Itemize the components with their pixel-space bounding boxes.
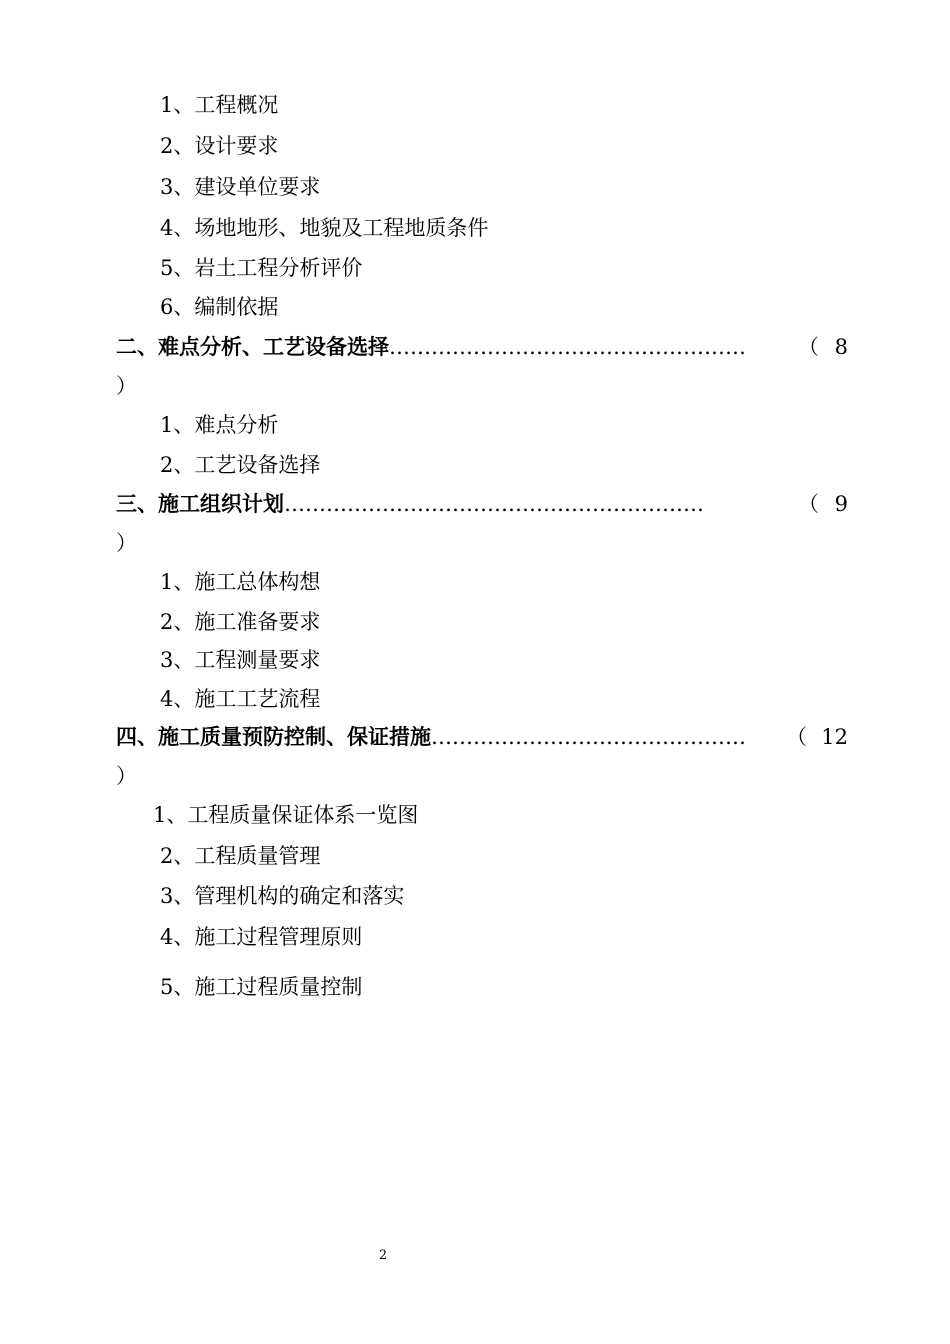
toc-item: 4、场地地形、地貌及工程地质条件 [160, 216, 489, 240]
close-paren: ） [116, 374, 137, 398]
section-title: 四、施工质量预防控制、保证措施 [116, 725, 431, 749]
toc-section-heading [116, 334, 852, 360]
open-paren: （ [786, 725, 807, 749]
toc-item: 2、工艺设备选择 [160, 453, 321, 477]
close-paren: ） [116, 531, 137, 555]
toc-item: 1、工程概况 [160, 93, 279, 117]
leader-dots: …………………………………………… [389, 335, 746, 359]
leader-dots: …………………………………………………… [284, 492, 704, 516]
toc-section-heading [116, 724, 852, 750]
page-number: 12 [821, 725, 848, 749]
section-title: 二、难点分析、工艺设备选择 [116, 335, 389, 359]
toc-item: 5、岩土工程分析评价 [160, 256, 363, 280]
toc-item: 2、设计要求 [160, 134, 279, 158]
toc-item: 3、建设单位要求 [160, 175, 321, 199]
toc-item: 2、施工准备要求 [160, 610, 321, 634]
toc-item: 4、施工工艺流程 [160, 687, 321, 711]
toc-item: 5、施工过程质量控制 [160, 975, 363, 999]
close-paren: ） [116, 764, 137, 788]
toc-item: 3、工程测量要求 [160, 648, 321, 672]
toc-item: 4、施工过程管理原则 [160, 925, 363, 949]
toc-item: 1、难点分析 [160, 413, 279, 437]
toc-item: 3、管理机构的确定和落实 [160, 884, 405, 908]
leader-dots: ……………………………………… [431, 725, 746, 749]
page-number: 8 [834, 335, 848, 359]
page-number: 9 [834, 492, 848, 516]
toc-item: 2、工程质量管理 [160, 844, 321, 868]
open-paren: （ [798, 492, 819, 516]
toc-item: 6、编制依据 [160, 295, 279, 319]
footer-page-number: 2 [378, 1248, 388, 1263]
section-title: 三、施工组织计划 [116, 492, 284, 516]
toc-item: 1、施工总体构想 [160, 570, 321, 594]
toc-item: 1、工程质量保证体系一览图 [153, 803, 419, 827]
toc-section-heading [116, 491, 852, 517]
open-paren: （ [798, 335, 819, 359]
